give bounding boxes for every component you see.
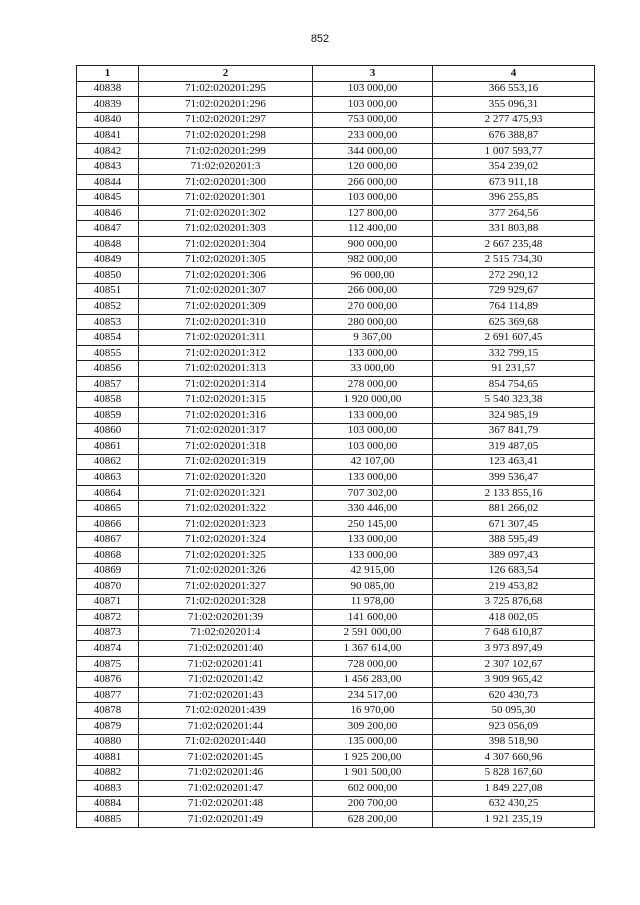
cadastral-value-cell: 2 307 102,67 [433,656,595,672]
table-row [77,392,595,408]
row-number-cell: 40854 [77,330,139,346]
row-number-cell: 40843 [77,159,139,175]
cadastral-number-cell: 71:02:020201:307 [139,283,313,299]
cadastral-value-cell: 388 595,49 [433,532,595,548]
cadastral-value-cell: 673 911,18 [433,174,595,190]
row-number-cell: 40841 [77,128,139,144]
value-cell: 120 000,00 [313,159,433,175]
row-number-cell: 40881 [77,750,139,766]
cadastral-number-cell: 71:02:020201:315 [139,392,313,408]
table-row [77,672,595,688]
cadastral-number-cell: 71:02:020201:39 [139,610,313,626]
value-cell: 728 000,00 [313,656,433,672]
cadastral-number-cell: 71:02:020201:300 [139,174,313,190]
table-row [77,812,595,828]
table-row [77,750,595,766]
cadastral-number-cell: 71:02:020201:297 [139,112,313,128]
cadastral-number-cell: 71:02:020201:4 [139,625,313,641]
cadastral-number-cell: 71:02:020201:301 [139,190,313,206]
value-cell: 1 925 200,00 [313,750,433,766]
row-number-cell: 40868 [77,547,139,563]
table-row [77,283,595,299]
cadastral-number-cell: 71:02:020201:299 [139,143,313,159]
row-number-cell: 40848 [77,237,139,253]
row-number-cell: 40872 [77,610,139,626]
cadastral-value-cell: 2 277 475,93 [433,112,595,128]
cadastral-value-cell: 1 849 227,08 [433,781,595,797]
cadastral-number-cell: 71:02:020201:296 [139,97,313,113]
row-number-cell: 40862 [77,454,139,470]
value-cell: 133 000,00 [313,547,433,563]
table-row [77,656,595,672]
value-cell: 2 591 000,00 [313,625,433,641]
cadastral-number-cell: 71:02:020201:45 [139,750,313,766]
row-number-cell: 40866 [77,516,139,532]
value-cell: 602 000,00 [313,781,433,797]
table-row [77,221,595,237]
cadastral-value-cell: 1 921 235,19 [433,812,595,828]
cadastral-value-cell: 620 430,73 [433,687,595,703]
cadastral-value-cell: 625 369,68 [433,314,595,330]
cadastral-value-cell: 272 290,12 [433,268,595,284]
row-number-cell: 40855 [77,345,139,361]
cadastral-number-cell: 71:02:020201:312 [139,345,313,361]
cadastral-number-cell: 71:02:020201:317 [139,423,313,439]
value-cell: 103 000,00 [313,439,433,455]
row-number-cell: 40877 [77,687,139,703]
cadastral-value-cell: 319 487,05 [433,439,595,455]
table-row [77,734,595,750]
cadastral-number-cell: 71:02:020201:40 [139,641,313,657]
table-row [77,703,595,719]
cadastral-value-cell: 123 463,41 [433,454,595,470]
value-cell: 103 000,00 [313,190,433,206]
cadastral-number-cell: 71:02:020201:314 [139,376,313,392]
row-number-cell: 40880 [77,734,139,750]
row-number-cell: 40859 [77,408,139,424]
row-number-cell: 40849 [77,252,139,268]
cadastral-number-cell: 71:02:020201:305 [139,252,313,268]
value-cell: 42 107,00 [313,454,433,470]
cadastral-value-cell: 50 095,30 [433,703,595,719]
cadastral-value-cell: 367 841,79 [433,423,595,439]
row-number-cell: 40883 [77,781,139,797]
value-cell: 135 000,00 [313,734,433,750]
cadastral-value-cell: 923 056,09 [433,718,595,734]
cadastral-value-cell: 4 307 660,96 [433,750,595,766]
row-number-cell: 40845 [77,190,139,206]
table-row [77,687,595,703]
column-header-4: 4 [433,66,595,82]
table-row [77,532,595,548]
value-cell: 1 920 000,00 [313,392,433,408]
value-cell: 16 970,00 [313,703,433,719]
cadastral-number-cell: 71:02:020201:318 [139,439,313,455]
table-row [77,579,595,595]
table-row [77,97,595,113]
cadastral-value-cell: 2 691 607,45 [433,330,595,346]
cadastral-value-cell: 5 828 167,60 [433,765,595,781]
cadastral-value-cell: 377 264,56 [433,205,595,221]
cadastral-number-cell: 71:02:020201:311 [139,330,313,346]
value-cell: 1 901 500,00 [313,765,433,781]
table-row [77,594,595,610]
value-cell: 344 000,00 [313,143,433,159]
cadastral-value-cell: 324 985,19 [433,408,595,424]
cadastral-value-cell: 2 133 855,16 [433,485,595,501]
cadastral-value-cell: 7 648 610,87 [433,625,595,641]
table-row [77,205,595,221]
value-cell: 200 700,00 [313,796,433,812]
value-cell: 266 000,00 [313,283,433,299]
cadastral-value-cell: 355 096,31 [433,97,595,113]
value-cell: 90 085,00 [313,579,433,595]
cadastral-value-cell: 632 430,25 [433,796,595,812]
cadastral-number-cell: 71:02:020201:3 [139,159,313,175]
cadastral-value-cell: 3 973 897,49 [433,641,595,657]
cadastral-value-cell: 671 307,45 [433,516,595,532]
value-cell: 141 600,00 [313,610,433,626]
cadastral-value-cell: 3 909 965,42 [433,672,595,688]
table-row [77,330,595,346]
row-number-cell: 40863 [77,470,139,486]
table-row [77,625,595,641]
table-row [77,314,595,330]
row-number-cell: 40838 [77,81,139,97]
cadastral-number-cell: 71:02:020201:306 [139,268,313,284]
column-header-3: 3 [313,66,433,82]
cadastral-value-cell: 331 803,88 [433,221,595,237]
table-row [77,516,595,532]
row-number-cell: 40885 [77,812,139,828]
row-number-cell: 40852 [77,299,139,315]
cadastral-number-cell: 71:02:020201:304 [139,237,313,253]
cadastral-number-cell: 71:02:020201:439 [139,703,313,719]
value-cell: 266 000,00 [313,174,433,190]
value-cell: 982 000,00 [313,252,433,268]
cadastral-number-cell: 71:02:020201:295 [139,81,313,97]
column-header-1: 1 [77,66,139,82]
cadastral-value-cell: 398 518,90 [433,734,595,750]
value-cell: 42 915,00 [313,563,433,579]
value-cell: 270 000,00 [313,299,433,315]
value-cell: 1 456 283,00 [313,672,433,688]
cadastral-number-cell: 71:02:020201:310 [139,314,313,330]
cadastral-number-cell: 71:02:020201:323 [139,516,313,532]
cadastral-number-cell: 71:02:020201:313 [139,361,313,377]
cadastral-number-cell: 71:02:020201:325 [139,547,313,563]
value-cell: 103 000,00 [313,81,433,97]
cadastral-number-cell: 71:02:020201:324 [139,532,313,548]
row-number-cell: 40865 [77,501,139,517]
table-row [77,563,595,579]
row-number-cell: 40879 [77,718,139,734]
row-number-cell: 40878 [77,703,139,719]
table-row [77,174,595,190]
row-number-cell: 40858 [77,392,139,408]
cadastral-number-cell: 71:02:020201:320 [139,470,313,486]
cadastral-value-cell: 1 007 593,77 [433,143,595,159]
row-number-cell: 40856 [77,361,139,377]
row-number-cell: 40857 [77,376,139,392]
cadastral-number-cell: 71:02:020201:321 [139,485,313,501]
row-number-cell: 40847 [77,221,139,237]
value-cell: 330 446,00 [313,501,433,517]
cadastral-number-cell: 71:02:020201:322 [139,501,313,517]
table-row [77,190,595,206]
row-number-cell: 40875 [77,656,139,672]
row-number-cell: 40861 [77,439,139,455]
value-cell: 250 145,00 [313,516,433,532]
table-row [77,781,595,797]
table-row [77,641,595,657]
cadastral-value-cell: 854 754,65 [433,376,595,392]
value-cell: 278 000,00 [313,376,433,392]
cadastral-number-cell: 71:02:020201:46 [139,765,313,781]
cadastral-value-cell: 764 114,89 [433,299,595,315]
value-cell: 233 000,00 [313,128,433,144]
row-number-cell: 40876 [77,672,139,688]
row-number-cell: 40873 [77,625,139,641]
cadastral-number-cell: 71:02:020201:42 [139,672,313,688]
table-header-row [77,66,595,82]
registry-table [76,65,595,828]
table-row [77,112,595,128]
row-number-cell: 40869 [77,563,139,579]
cadastral-value-cell: 354 239,02 [433,159,595,175]
cadastral-number-cell: 71:02:020201:44 [139,718,313,734]
value-cell: 133 000,00 [313,408,433,424]
cadastral-value-cell: 418 002,05 [433,610,595,626]
cadastral-value-cell: 881 266,02 [433,501,595,517]
value-cell: 103 000,00 [313,423,433,439]
table-row [77,376,595,392]
row-number-cell: 40844 [77,174,139,190]
row-number-cell: 40867 [77,532,139,548]
table-row [77,299,595,315]
cadastral-number-cell: 71:02:020201:309 [139,299,313,315]
table-row [77,159,595,175]
cadastral-number-cell: 71:02:020201:48 [139,796,313,812]
cadastral-value-cell: 126 683,54 [433,563,595,579]
table-row [77,796,595,812]
row-number-cell: 40842 [77,143,139,159]
cadastral-number-cell: 71:02:020201:303 [139,221,313,237]
table-row [77,268,595,284]
cadastral-number-cell: 71:02:020201:302 [139,205,313,221]
cadastral-value-cell: 729 929,67 [433,283,595,299]
cadastral-number-cell: 71:02:020201:440 [139,734,313,750]
table-row [77,765,595,781]
value-cell: 280 000,00 [313,314,433,330]
row-number-cell: 40839 [77,97,139,113]
value-cell: 9 367,00 [313,330,433,346]
table-row [77,143,595,159]
value-cell: 133 000,00 [313,532,433,548]
column-header-2: 2 [139,66,313,82]
row-number-cell: 40851 [77,283,139,299]
table-row [77,128,595,144]
row-number-cell: 40860 [77,423,139,439]
row-number-cell: 40871 [77,594,139,610]
cadastral-number-cell: 71:02:020201:43 [139,687,313,703]
value-cell: 309 200,00 [313,718,433,734]
table-body [77,81,595,827]
value-cell: 753 000,00 [313,112,433,128]
value-cell: 133 000,00 [313,345,433,361]
row-number-cell: 40870 [77,579,139,595]
table-row [77,610,595,626]
table-row [77,345,595,361]
value-cell: 1 367 614,00 [313,641,433,657]
value-cell: 133 000,00 [313,470,433,486]
row-number-cell: 40874 [77,641,139,657]
table-row [77,439,595,455]
cadastral-value-cell: 2 667 235,48 [433,237,595,253]
row-number-cell: 40884 [77,796,139,812]
cadastral-number-cell: 71:02:020201:316 [139,408,313,424]
table-row [77,547,595,563]
cadastral-number-cell: 71:02:020201:49 [139,812,313,828]
table-row [77,237,595,253]
cadastral-value-cell: 399 536,47 [433,470,595,486]
cadastral-number-cell: 71:02:020201:327 [139,579,313,595]
row-number-cell: 40846 [77,205,139,221]
cadastral-value-cell: 366 553,16 [433,81,595,97]
value-cell: 11 978,00 [313,594,433,610]
row-number-cell: 40882 [77,765,139,781]
value-cell: 707 302,00 [313,485,433,501]
cadastral-number-cell: 71:02:020201:47 [139,781,313,797]
table-row [77,423,595,439]
value-cell: 900 000,00 [313,237,433,253]
cadastral-number-cell: 71:02:020201:298 [139,128,313,144]
table-row [77,470,595,486]
cadastral-number-cell: 71:02:020201:319 [139,454,313,470]
cadastral-value-cell: 5 540 323,38 [433,392,595,408]
row-number-cell: 40840 [77,112,139,128]
value-cell: 33 000,00 [313,361,433,377]
cadastral-number-cell: 71:02:020201:328 [139,594,313,610]
value-cell: 234 517,00 [313,687,433,703]
row-number-cell: 40853 [77,314,139,330]
table-row [77,252,595,268]
cadastral-number-cell: 71:02:020201:326 [139,563,313,579]
cadastral-number-cell: 71:02:020201:41 [139,656,313,672]
cadastral-value-cell: 332 799,15 [433,345,595,361]
row-number-cell: 40850 [77,268,139,284]
row-number-cell: 40864 [77,485,139,501]
cadastral-value-cell: 2 515 734,30 [433,252,595,268]
value-cell: 96 000,00 [313,268,433,284]
page-number: 852 [310,33,330,45]
cadastral-value-cell: 676 388,87 [433,128,595,144]
table-row [77,501,595,517]
table-row [77,408,595,424]
value-cell: 103 000,00 [313,97,433,113]
cadastral-value-cell: 91 231,57 [433,361,595,377]
cadastral-value-cell: 396 255,85 [433,190,595,206]
table-row [77,361,595,377]
value-cell: 112 400,00 [313,221,433,237]
cadastral-value-cell: 3 725 876,68 [433,594,595,610]
table-row [77,485,595,501]
table-row [77,81,595,97]
cadastral-value-cell: 389 097,43 [433,547,595,563]
table-row [77,454,595,470]
value-cell: 628 200,00 [313,812,433,828]
value-cell: 127 800,00 [313,205,433,221]
cadastral-value-cell: 219 453,82 [433,579,595,595]
table-row [77,718,595,734]
